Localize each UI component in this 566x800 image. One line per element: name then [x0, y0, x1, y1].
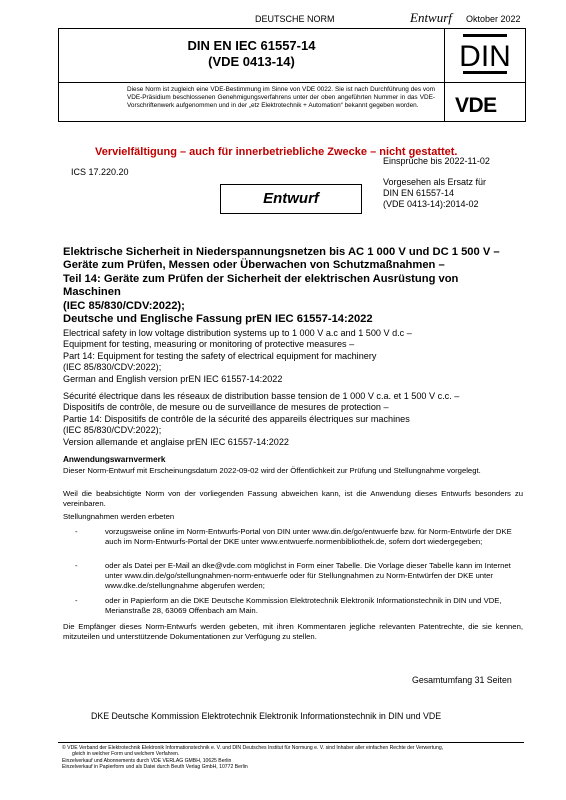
title-line: Deutsche und Englische Fassung prEN IEC 61557-14:2022 — [63, 313, 373, 326]
title-block-divider — [444, 29, 445, 121]
bullet-dash: - — [75, 596, 78, 605]
warning-paragraph: Stellungnahmen werden erbeten — [63, 512, 175, 521]
total-pages: Gesamtumfang 31 Seiten — [412, 675, 512, 685]
title-line: Dispositifs de contrôle, de mesure ou de surveillance de mesures de protection – — [63, 402, 389, 413]
title-line: German and English version prEN IEC 61557-14:2022 — [63, 373, 283, 384]
title-line: (IEC 85/830/CDV:2022); — [63, 299, 185, 312]
title-line: Elektrische Sicherheit in Niederspannungsnetzen bis AC 1 000 V und DC 1 500 V – — [63, 246, 500, 258]
vde-number: (VDE 0413-14) — [208, 54, 295, 69]
title-line: Teil 14: Geräte zum Prüfen der Sicherheit der elektrischen Ausrüstung von — [63, 272, 459, 285]
din-logo — [459, 33, 511, 75]
din-logo-text: DIN — [459, 40, 511, 73]
warning-paragraph: Weil die beabsichtigte Norm von der vorliegenden Fassung abweichen kann, ist die Anwendung dieses Entwurfs besonders zu vereinbaren. — [63, 489, 523, 508]
title-line: (IEC 85/830/CDV:2022); — [63, 362, 162, 373]
footer-line: Einzelverkauf in Papierform und als Datei durch Beuth Verlag GmbH, 10772 Berlin — [62, 764, 248, 771]
title-line: Geräte zum Prüfen, Messen oder Überwachen von Schutzmaßnahmen – — [63, 259, 445, 272]
title-line: Maschinen — [63, 286, 121, 299]
issue-date: Oktober 2022 — [466, 14, 521, 24]
vde-note: Diese Norm ist zugleich eine VDE-Bestimmung im Sinne von VDE 0022. Sie ist nach Durchführung des vom VDE-Präsidium beschlossenen Genehmigungsverfahrens unter der oben angeführten Nummer in das VDE-Vorschriftenwerk aufgenommen und in der „etz Elektrotechnik + Automation“ bekannt gegeben worden. — [127, 86, 435, 109]
footer-line: Einzelverkauf und Abonnements durch VDE VERLAG GMBH, 10625 Berlin — [62, 757, 232, 764]
vde-logo: VDE — [455, 94, 497, 117]
title-line: Version allemande et anglaise prEN IEC 61557-14:2022 — [63, 436, 289, 447]
replacement-line: Vorgesehen als Ersatz für — [383, 177, 487, 187]
list-item-text: oder in Papierform an die DKE Deutsche Kommission Elektrotechnik Elektronik Informationstechnik in DIN und VDE, Merianstraße 28, 63069 Offenbach am Main. — [105, 596, 502, 615]
footer — [62, 745, 443, 771]
replacement-info — [383, 177, 486, 210]
dke-line: DKE Deutsche Kommission Elektrotechnik Elektronik Informationstechnik in DIN und VDE — [91, 711, 442, 721]
title-line: Sécurité électrique dans les réseaux de distribution basse tension de 1 000 V c.a. et 1 500 V c.c. – — [63, 391, 460, 401]
title-french — [63, 391, 525, 448]
footer-line: © VDE Verband der Elektrotechnik Elektronik Informationstechnik e. V. und DIN Deutsches Institut für Normung e. V. sind Inhaber aller einfachen Rechte der Verwertung, — [62, 745, 444, 751]
footer-divider — [58, 742, 524, 743]
title-line: Part 14: Equipment for testing the safety of electrical equipment for machinery — [63, 350, 377, 361]
replacement-line: DIN EN 61557-14 — [383, 188, 455, 198]
objection-deadline: Einsprüche bis 2022-11-02 — [383, 156, 490, 166]
title-german — [63, 246, 525, 326]
norm-label: DEUTSCHE NORM — [255, 14, 335, 24]
ics-code: ICS 17.220.20 — [71, 167, 129, 177]
replacement-line: (VDE 0413-14):2014-02 — [383, 199, 479, 209]
warning-paragraph: Die Empfänger dieses Norm-Entwurfs werden gebeten, mit ihren Kommentaren jegliche relevanten Patentrechte, die sie kennen, mitzuteilen und unterstützende Dokumentationen zur Verfügung zu stellen. — [63, 622, 523, 641]
title-english — [63, 328, 525, 385]
bullet-dash: - — [75, 561, 78, 570]
warning-paragraph: Dieser Norm-Entwurf mit Erscheinungsdatum 2022-09-02 wird der Öffentlichkeit zur Prüfung und Stellungnahme vorgelegt. — [63, 466, 481, 475]
draft-label: Entwurf — [410, 10, 452, 25]
title-line: (IEC 85/830/CDV:2022); — [63, 425, 162, 436]
title-line: Partie 14: Dispositifs de contrôle de la sécurité des appareils électriques sur machines — [63, 413, 410, 424]
warning-heading: Anwendungswarnvermerk — [63, 455, 166, 464]
list-item-text: oder als Datei per E-Mail an dke@vde.com möglichst in Form einer Tabelle. Die Vorlage dieser Tabelle kann im Internet unter www.din.de/go/stellungnahmen-norm-entwuerfe oder für Stellungnahmen zu Norm-Entwürfen der DKE unter www.dke.de/stellungnahme abgerufen werden; — [105, 561, 511, 590]
title-block — [58, 28, 526, 122]
draft-box: Entwurf — [220, 184, 362, 214]
standard-number: DIN EN IEC 61557-14 — [187, 38, 316, 53]
title-line: Electrical safety in low voltage distribution systems up to 1 000 V a.c and 1 500 V d.c – — [63, 328, 412, 338]
footer-line: gleich in welcher Form und welchem Verfahren. — [72, 751, 180, 758]
copy-notice: Vervielfältigung – auch für innerbetriebliche Zwecke – nicht gestattet. — [95, 146, 458, 158]
title-line: Equipment for testing, measuring or monitoring of protective measures – — [63, 339, 355, 350]
bullet-dash: - — [75, 527, 78, 536]
list-item-text: vorzugsweise online im Norm-Entwurfs-Portal von DIN unter www.din.de/go/entwuerfe bzw. für Norm-Entwürfe der DKE auch im Norm-Entwurfs-Portal der DKE unter www.entwuerfe.normenbibliothek.de, sofern dort wiedergegeben; — [105, 527, 512, 546]
